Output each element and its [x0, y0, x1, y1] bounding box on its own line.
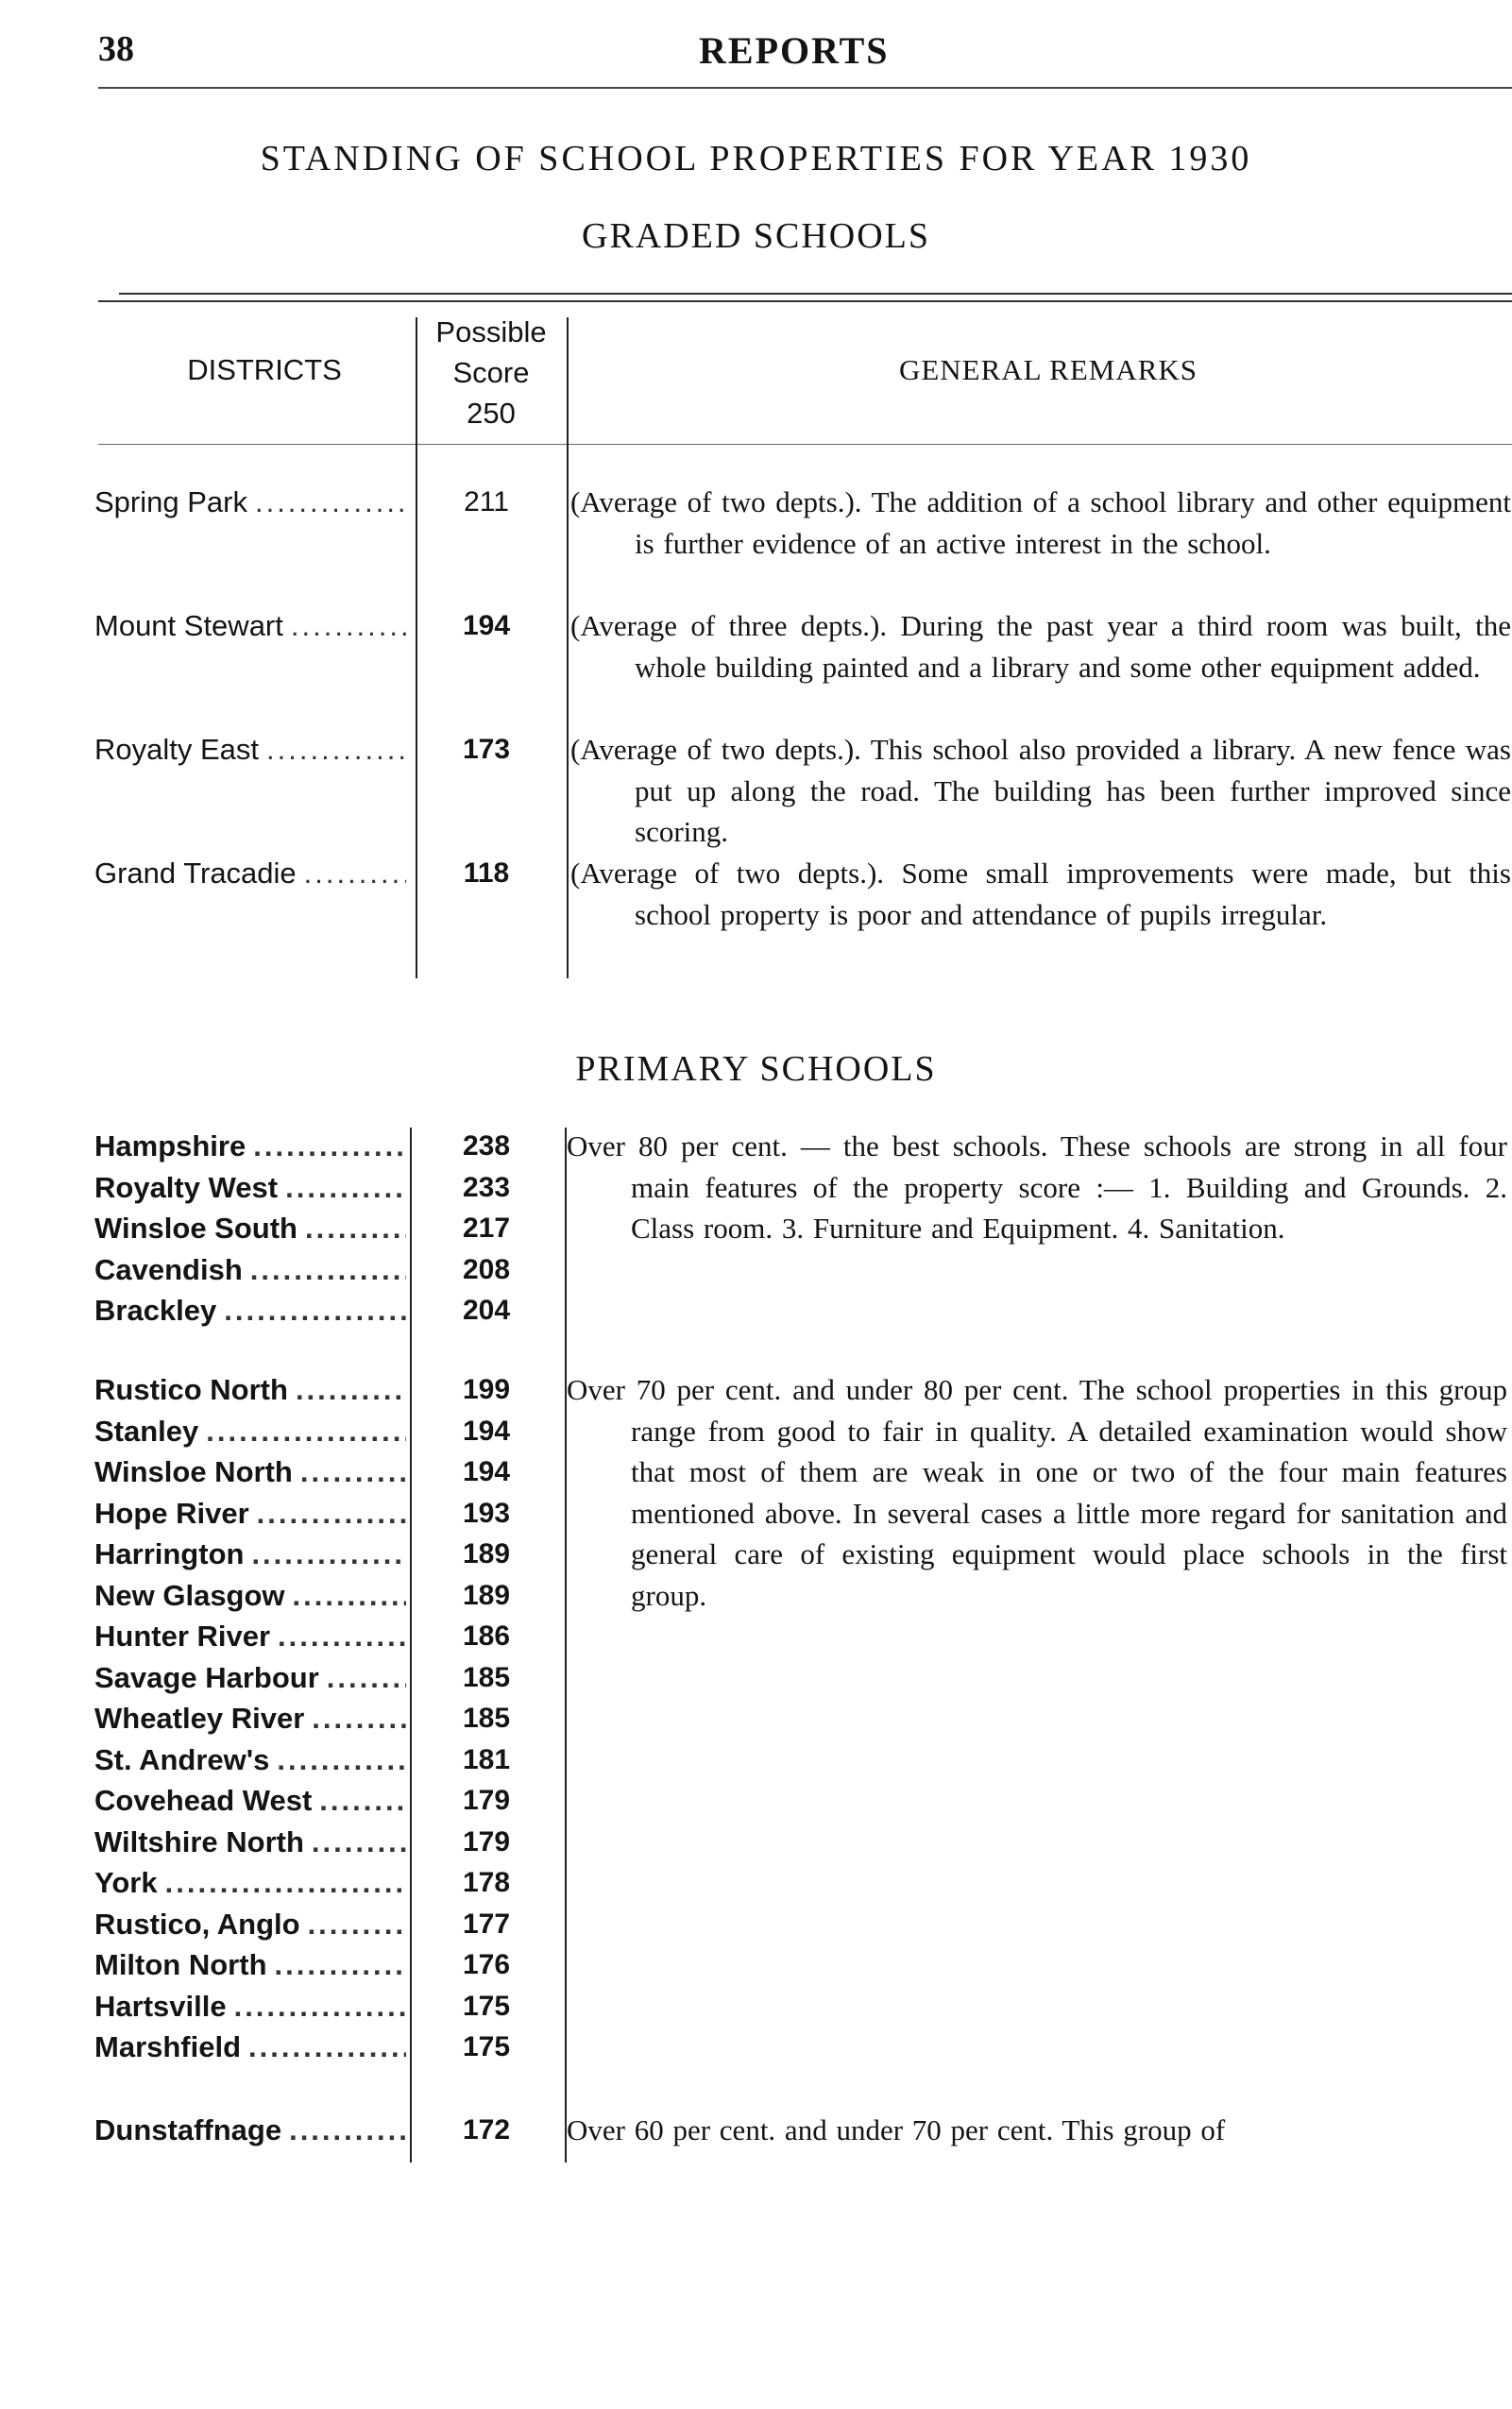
district-name: Brackley — [94, 1294, 217, 1327]
dot-leader — [304, 857, 406, 891]
district-cell — [94, 1698, 406, 1739]
table-top-rule — [119, 293, 1512, 295]
dot-leader — [206, 1415, 406, 1449]
district-name: Rustico North — [94, 1373, 288, 1406]
score-cell: 194 — [462, 1456, 511, 1487]
score-cell: 175 — [462, 1990, 511, 2022]
dot-leader — [266, 733, 406, 767]
district-cell — [94, 1167, 406, 1209]
general-remarks-column-header: GENERAL REMARKS — [898, 353, 1198, 386]
dot-leader — [224, 1294, 406, 1328]
dot-leader — [277, 1743, 406, 1777]
district-cell — [94, 1369, 406, 1411]
dot-leader — [255, 485, 406, 519]
dot-leader — [165, 1866, 406, 1900]
score-cell: 194 — [462, 1415, 511, 1447]
score-cell: 179 — [462, 1785, 511, 1816]
graded-schools-title: GRADED SCHOOLS — [582, 216, 930, 256]
district-cell — [94, 2110, 406, 2151]
district-cell — [94, 1493, 406, 1535]
district-name: Hartsville — [94, 1989, 227, 2023]
district-cell — [94, 1451, 406, 1493]
district-cell — [94, 605, 406, 647]
dot-leader — [253, 1129, 406, 1163]
score-cell: 118 — [463, 857, 510, 889]
primary-column-separator-1 — [410, 1128, 412, 2163]
dot-leader — [293, 1579, 406, 1613]
district-cell — [94, 1739, 406, 1781]
dot-leader — [327, 1661, 406, 1695]
dot-leader — [248, 2030, 406, 2064]
primary-column-separator-2 — [565, 1128, 567, 2163]
score-cell: 208 — [462, 1253, 511, 1285]
dot-leader — [296, 1373, 406, 1407]
possible-score-line2: Score — [452, 356, 530, 389]
district-cell — [94, 2027, 406, 2068]
district-cell — [94, 1862, 406, 1904]
district-name: Milton North — [94, 1948, 267, 1981]
score-cell: 177 — [462, 1908, 511, 1940]
district-cell — [94, 853, 406, 894]
dot-leader — [285, 1171, 406, 1205]
primary-schools-title: PRIMARY SCHOOLS — [575, 1049, 937, 1089]
district-name: Winsloe North — [94, 1455, 293, 1488]
district-name: Wheatley River — [94, 1702, 305, 1735]
score-cell: 194 — [462, 610, 511, 641]
dot-leader — [257, 1497, 406, 1531]
score-cell: 179 — [462, 1825, 511, 1858]
district-name: Grand Tracadie — [94, 857, 297, 890]
score-cell: 217 — [462, 1213, 511, 1244]
district-name: Stanley — [94, 1414, 199, 1448]
possible-score-column-header — [416, 312, 567, 433]
graded-column-separator-2 — [567, 317, 569, 978]
district-cell — [94, 1411, 406, 1452]
dot-leader — [234, 1990, 406, 2024]
district-cell — [94, 1126, 406, 1167]
score-cell: 176 — [462, 1949, 511, 1980]
district-name: Winsloe South — [94, 1212, 297, 1245]
score-cell: 199 — [462, 1374, 511, 1405]
district-name: Royalty West — [94, 1170, 279, 1204]
score-cell: 175 — [462, 2031, 511, 2062]
district-cell — [94, 1575, 406, 1617]
score-cell: 193 — [462, 1497, 511, 1529]
district-cell — [94, 482, 406, 523]
district-cell — [94, 1780, 406, 1822]
remark-cell: (Average of two depts.). The addition of a school library and other equipment is further evidence of an active interest in the school. — [570, 485, 1511, 560]
district-name: Royalty East — [94, 733, 260, 766]
district-cell — [94, 1986, 406, 2027]
score-cell: 172 — [462, 2114, 511, 2146]
running-title: REPORTS — [699, 29, 890, 72]
score-cell: 181 — [462, 1743, 511, 1775]
district-name: Hunter River — [94, 1620, 271, 1653]
group-remark: Over 70 per cent. and under 80 per cent. The school properties in this group range from good to fair in quality. A detailed examination would show that most of them are weak in one or two of the four main features mentioned above. In several cases a little more regard for sanitation and general care of existing equipment would place schools in the first group. — [567, 1373, 1507, 1612]
dot-leader — [251, 1537, 406, 1571]
district-name: Savage Harbour — [94, 1660, 319, 1694]
district-name: New Glasgow — [94, 1578, 285, 1612]
dot-leader — [308, 1908, 406, 1942]
district-name: Harrington — [94, 1537, 245, 1570]
district-cell — [94, 729, 406, 771]
districts-column-header: DISTRICTS — [187, 353, 342, 386]
score-cell: 204 — [462, 1295, 511, 1326]
score-cell: 189 — [462, 1579, 511, 1611]
group-remark: Over 80 per cent. — the best schools. These schools are strong in all four main features of the property score :— 1. Building and Grounds. 2. Class room. 3. Furniture and Equipment. 4. Sanitation. — [567, 1129, 1507, 1245]
remark-cell: (Average of three depts.). During the past year a third room was built, the whole building painted and a library and some other equipment added. — [570, 609, 1511, 684]
remark-cell: (Average of two depts.). This school also provided a library. A new fence was put up along the road. The building has been further improved since scoring. — [570, 733, 1511, 848]
score-cell: 238 — [462, 1130, 511, 1162]
remark-cell: (Average of two depts.). Some small improvements were made, but this school property is poor and attendance of pupils irregular. — [570, 857, 1511, 931]
document-title: STANDING OF SCHOOL PROPERTIES FOR YEAR 1930 — [260, 139, 1252, 178]
score-cell: 178 — [462, 1867, 511, 1898]
possible-score-line1: Possible — [435, 315, 547, 348]
page-number: 38 — [98, 29, 134, 69]
dot-leader — [291, 609, 406, 643]
district-name: Hope River — [94, 1496, 249, 1530]
district-cell — [94, 1249, 406, 1291]
district-cell — [94, 1290, 406, 1332]
district-name: Wiltshire North — [94, 1824, 304, 1858]
dot-leader — [305, 1212, 406, 1246]
district-cell — [94, 1822, 406, 1863]
score-cell: 211 — [464, 486, 509, 517]
district-name: Rustico, Anglo — [94, 1907, 300, 1941]
district-cell — [94, 1208, 406, 1249]
score-cell: 173 — [462, 734, 511, 765]
header-rule — [98, 87, 1512, 89]
district-cell — [94, 1534, 406, 1575]
score-cell: 185 — [462, 1703, 511, 1734]
table-top-rule-inner — [98, 300, 1512, 302]
possible-score-line3: 250 — [467, 397, 516, 430]
district-name: Cavendish — [94, 1252, 243, 1286]
header-bottom-rule — [98, 444, 1512, 445]
score-cell: 185 — [462, 1661, 511, 1693]
district-cell — [94, 1944, 406, 1986]
score-cell: 186 — [462, 1620, 511, 1652]
score-cell: 189 — [462, 1538, 511, 1569]
dot-leader — [312, 1825, 406, 1859]
district-name: York — [94, 1866, 158, 1899]
dot-leader — [289, 2113, 406, 2147]
dot-leader — [319, 1784, 406, 1818]
district-name: Marshfield — [94, 2030, 242, 2063]
district-name: Hampshire — [94, 1129, 246, 1162]
district-name: Dunstaffnage — [94, 2113, 282, 2146]
score-cell: 233 — [462, 1171, 511, 1203]
graded-column-separator-1 — [416, 317, 417, 978]
district-name: St. Andrew's — [94, 1742, 270, 1776]
district-cell — [94, 1657, 406, 1699]
dot-leader — [250, 1253, 406, 1287]
district-name: Mount Stewart — [94, 609, 283, 642]
dot-leader — [275, 1948, 406, 1982]
district-cell — [94, 1904, 406, 1945]
district-name: Spring Park — [94, 485, 247, 518]
dot-leader — [312, 1702, 406, 1736]
dot-leader — [278, 1620, 406, 1654]
district-cell — [94, 1616, 406, 1657]
dot-leader — [300, 1455, 406, 1489]
group-remark: Over 60 per cent. and under 70 per cent. This group of — [567, 2113, 1226, 2146]
district-name: Covehead West — [94, 1784, 313, 1817]
